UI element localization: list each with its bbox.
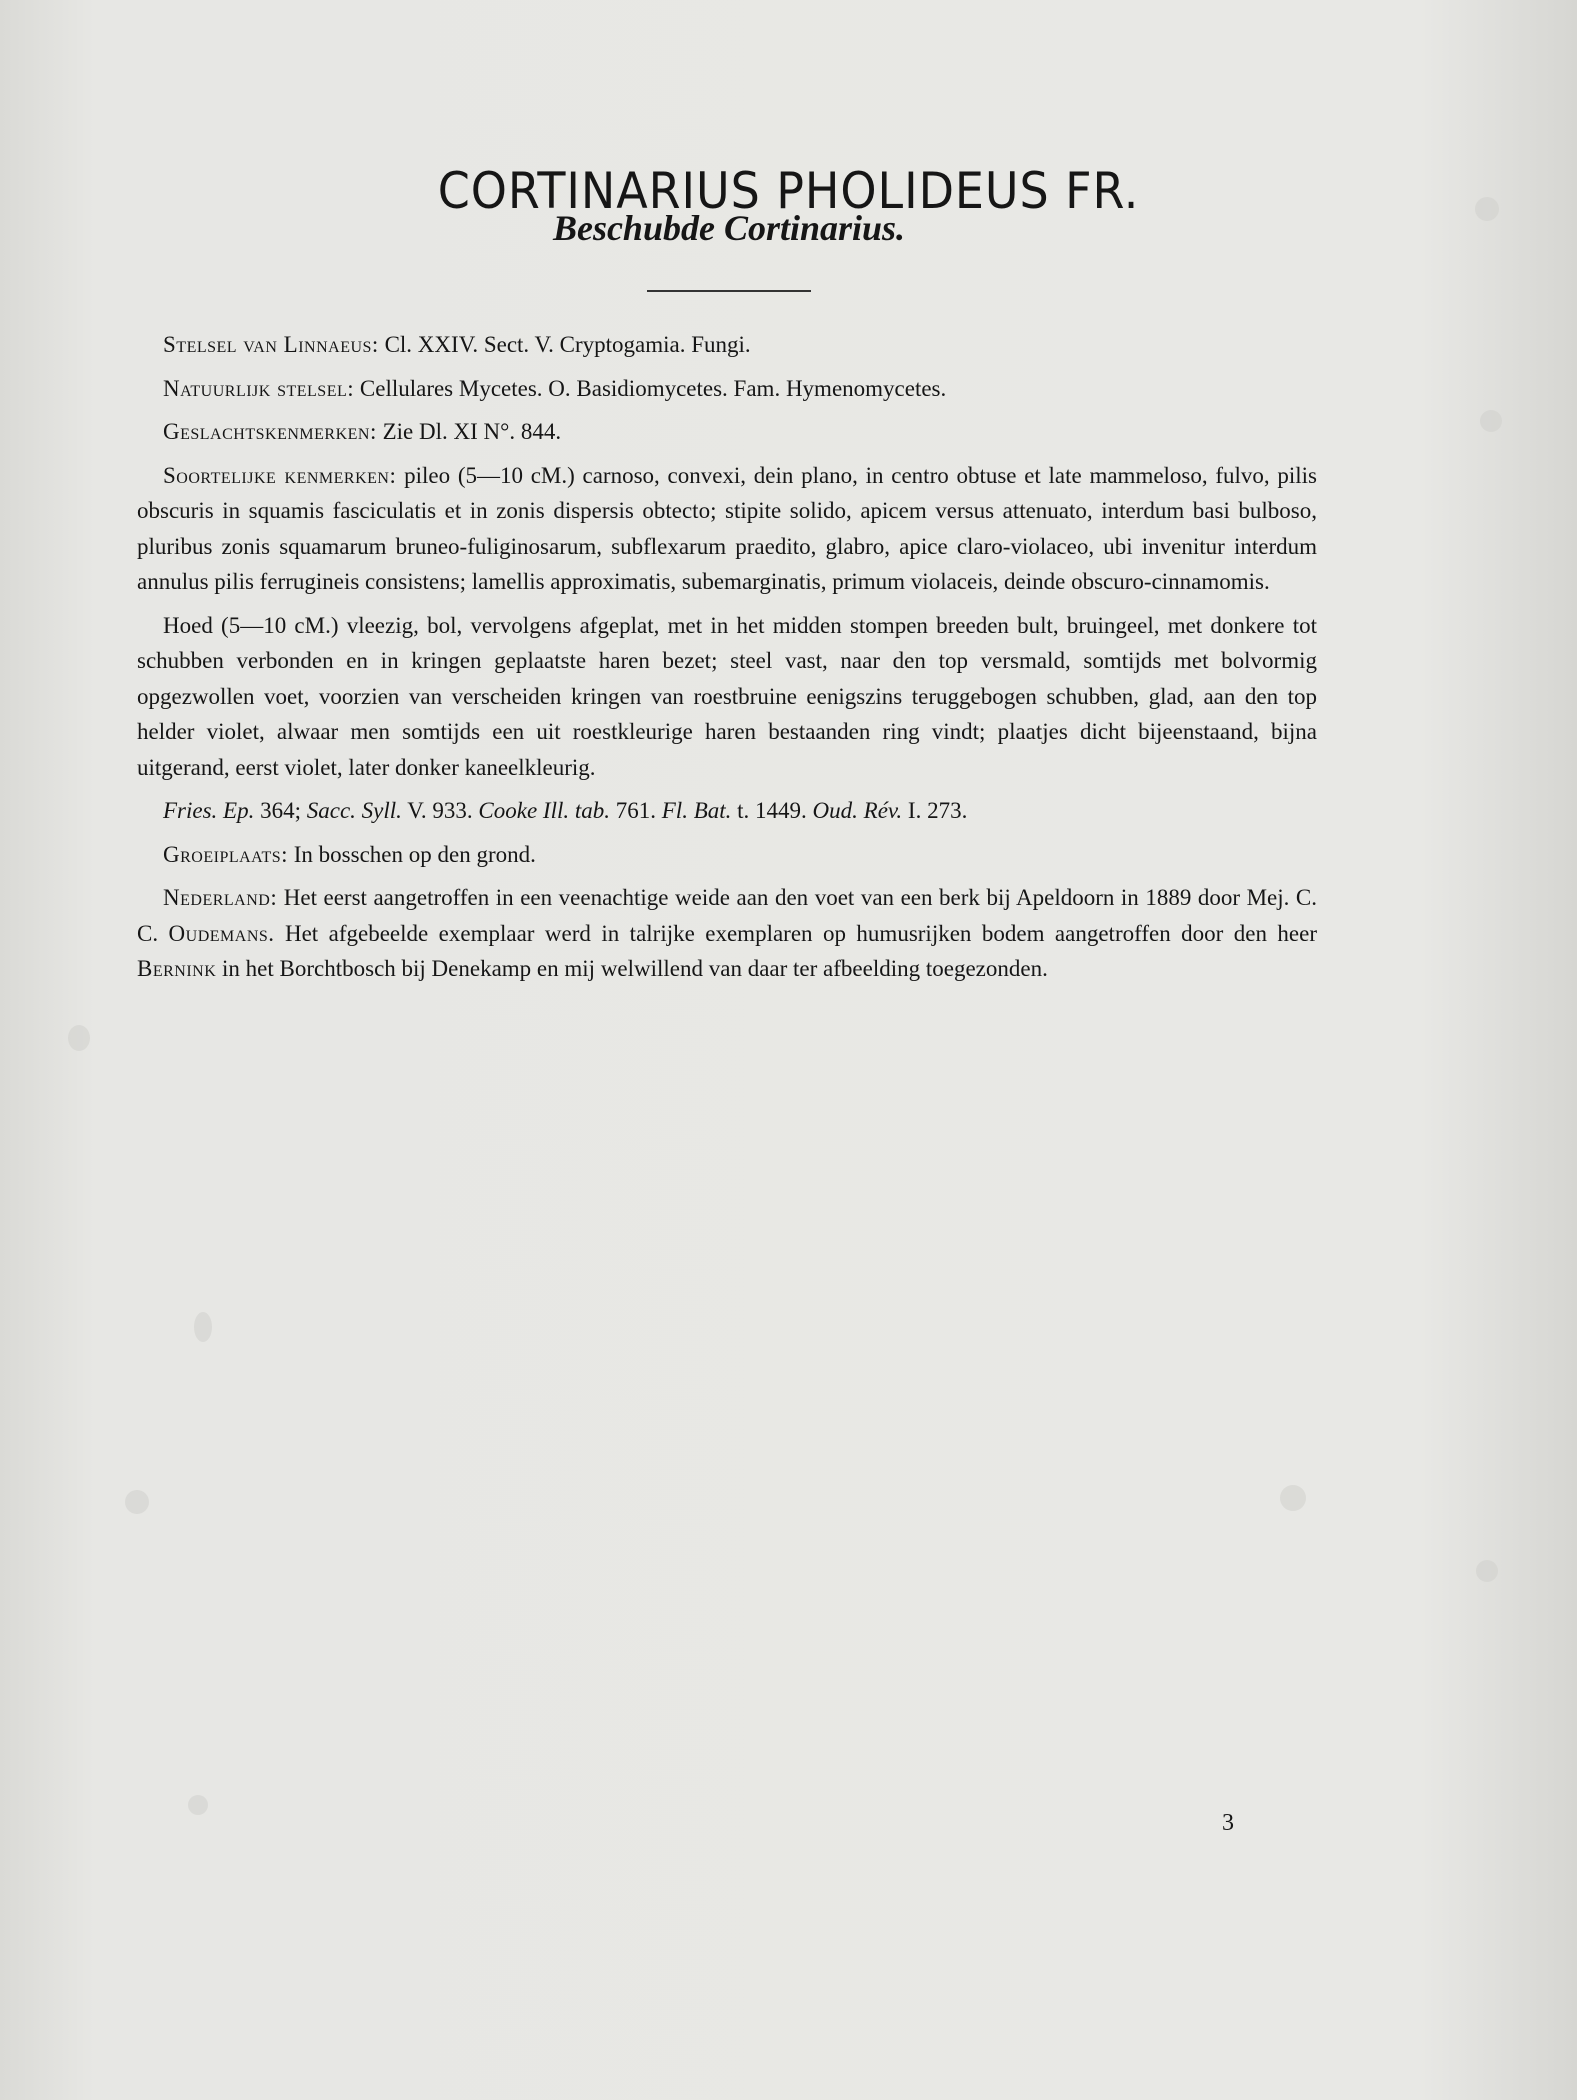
paper-stain	[1480, 410, 1502, 432]
nederland-paragraph	[137, 880, 1317, 987]
soortelijke-kenmerken-paragraph	[137, 458, 1317, 600]
natuurlijk-stelsel-paragraph	[137, 371, 1317, 407]
hoed-paragraph: Hoed (5—10 cM.) vleezig, bol, vervolgens afgeplat, met in het midden stompen breeden bult, bruingeel, met donkere tot schubben verbonden en in kringen geplaatste haren bezet; steel vast, naar den top versmald, somtijds met bolvormig opgezwollen voet, voorzien van verscheiden kringen van roestbruine eenigszins teruggebogen schubben, glad, aan den top helder violet, alwaar men somtijds een uit roestkleurige haren bestaanden ring vindt; plaatjes dicht bijeenstaand, bijna uitgerand, eerst violet, later donker kaneelkleurig.	[137, 612, 1317, 780]
reference-name: Oud. Rév.	[812, 798, 903, 823]
reference-value: 364;	[260, 798, 301, 823]
page-number: 3	[1222, 1810, 1234, 1836]
geslachtskenmerken-text: Zie Dl. XI N°. 844.	[382, 419, 562, 444]
reference-name: Fries. Ep.	[163, 798, 255, 823]
nederland-text: Het afgebeelde exemplaar werd in talrijke exemplaren op humusrijken bodem aangetroffen door den heer	[284, 920, 1318, 946]
reference-value: 761.	[615, 798, 656, 823]
groeiplaats-text: In bosschen op den grond.	[293, 841, 536, 867]
paper-stain	[68, 1025, 90, 1051]
document-body	[137, 327, 1317, 995]
nederland-text: Het eerst aangetroffen in een veenachtige weide aan den voet van een berk bij Apeldoorn in 1889 door Mej. C. C.	[137, 885, 1318, 946]
paper-stain	[1280, 1485, 1306, 1511]
geslachtskenmerken-paragraph	[137, 414, 1317, 450]
stelsel-linnaeus-paragraph	[137, 327, 1317, 363]
groeiplaats-label: Groeiplaats:	[163, 841, 289, 867]
references-paragraph	[137, 793, 1317, 829]
natuurlijk-stelsel-label: Natuurlijk stelsel:	[163, 375, 355, 401]
paper-stain	[1476, 1560, 1498, 1582]
soortelijke-kenmerken-label: Soortelijke kenmerken:	[163, 462, 397, 488]
reference-value: V. 933.	[407, 798, 473, 823]
natuurlijk-stelsel-text: Cellulares Mycetes. O. Basidiomycetes. Fam. Hymenomycetes.	[359, 375, 947, 401]
nederland-text: in het Borchtbosch bij Denekamp en mij welwillend van daar ter afbeelding toegezonden.	[222, 956, 1048, 981]
reference-name: Fl. Bat.	[661, 798, 732, 823]
reference-name: Sacc. Syll.	[306, 798, 402, 823]
person-name: Bernink	[137, 956, 217, 981]
page-subtitle: Beschubde Cortinarius.	[552, 208, 906, 248]
reference-name: Cooke Ill. tab.	[478, 798, 610, 823]
title-divider	[647, 290, 811, 292]
paper-stain	[188, 1795, 208, 1815]
nederland-label: Nederland:	[163, 885, 278, 910]
groeiplaats-paragraph	[137, 837, 1317, 873]
page-title: CORTINARIUS PHOLIDEUS FR.	[437, 161, 1140, 220]
reference-value: t. 1449.	[737, 798, 807, 823]
stelsel-linnaeus-text: Cl. XXIV. Sect. V. Cryptogamia. Fungi.	[384, 332, 751, 357]
person-name: Oudemans.	[168, 920, 275, 946]
stelsel-linnaeus-label: Stelsel van Linnaeus:	[163, 332, 379, 357]
paper-stain	[194, 1312, 212, 1342]
geslachtskenmerken-label: Geslachtskenmerken:	[163, 419, 377, 444]
paper-stain	[125, 1490, 149, 1514]
soortelijke-kenmerken-text: pileo (5—10 cM.) carnoso, convexi, dein plano, in centro obtuse et late mammeloso, fulvo, pilis obscuris in squamis fasciculatis et in zonis dispersis obtecto; stipite solido, apicem versus attenuato, interdum basi bulboso, pluribus zonis squamarum bruneo-fuliginosarum, subflexarum praedito, glabro, apice claro-violaceo, ubi invenitur interdum annulus pilis ferrugineis consistens; lamellis approximatis, subemarginatis, primum violaceis, deinde obscuro-cinnamomis.	[137, 462, 1317, 594]
reference-value: I. 273.	[907, 798, 968, 823]
